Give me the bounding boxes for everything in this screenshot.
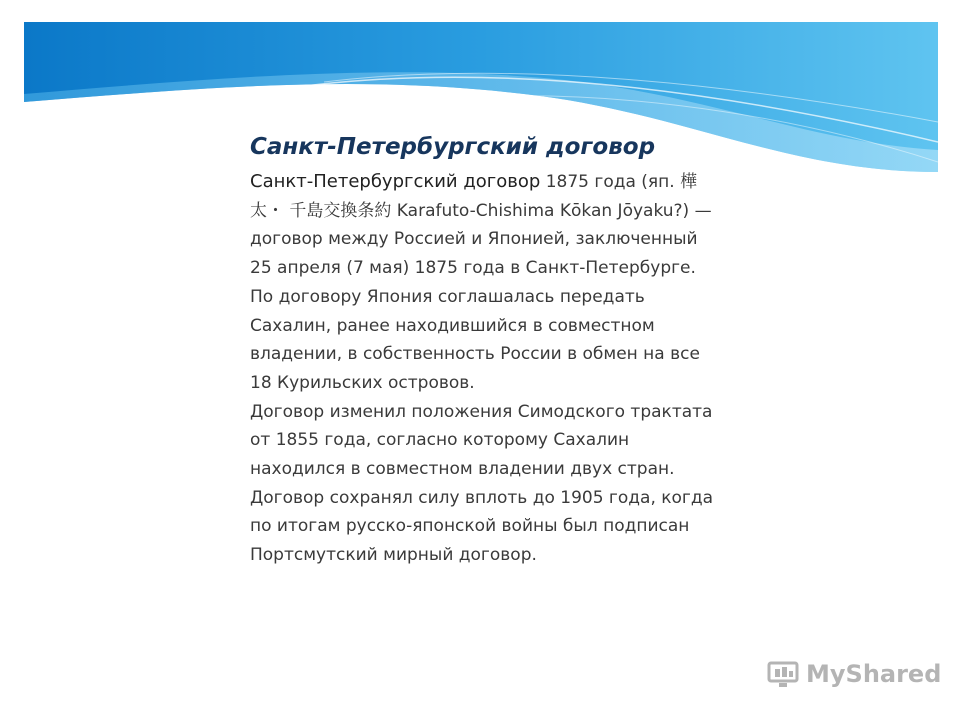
paragraph-1-text: 1875 года (яп. 樺太・ 千島交換条約 Karafuto-Chishima Kōkan Jōyaku?) — договор между Россией и Японией, заключенный 25 апреля (7 мая) 1875 года в Санкт-Петербурге. По договору Япония соглашалась передать Сахалин, ранее находившийся в совместном владении, в собственность России в обмен на все 18 Курильских островов.	[250, 172, 712, 393]
myshared-logo-icon	[766, 657, 800, 691]
content-block	[250, 130, 720, 570]
paragraph-1	[250, 168, 720, 398]
paragraph-2: Договор изменил положения Симодского трактата от 1855 года, согласно которому Сахалин находился в совместном владении двух стран. Договор сохранял силу вплоть до 1905 года, когда по итогам русско-японской войны был подписан Портсмутский мирный договор.	[250, 401, 714, 566]
lead-term: Санкт-Петербургский договор	[250, 171, 541, 192]
myshared-watermark	[766, 654, 941, 694]
watermark-text: MyShared	[806, 660, 942, 688]
slide-title: Санкт-Петербургский договор	[250, 134, 656, 160]
